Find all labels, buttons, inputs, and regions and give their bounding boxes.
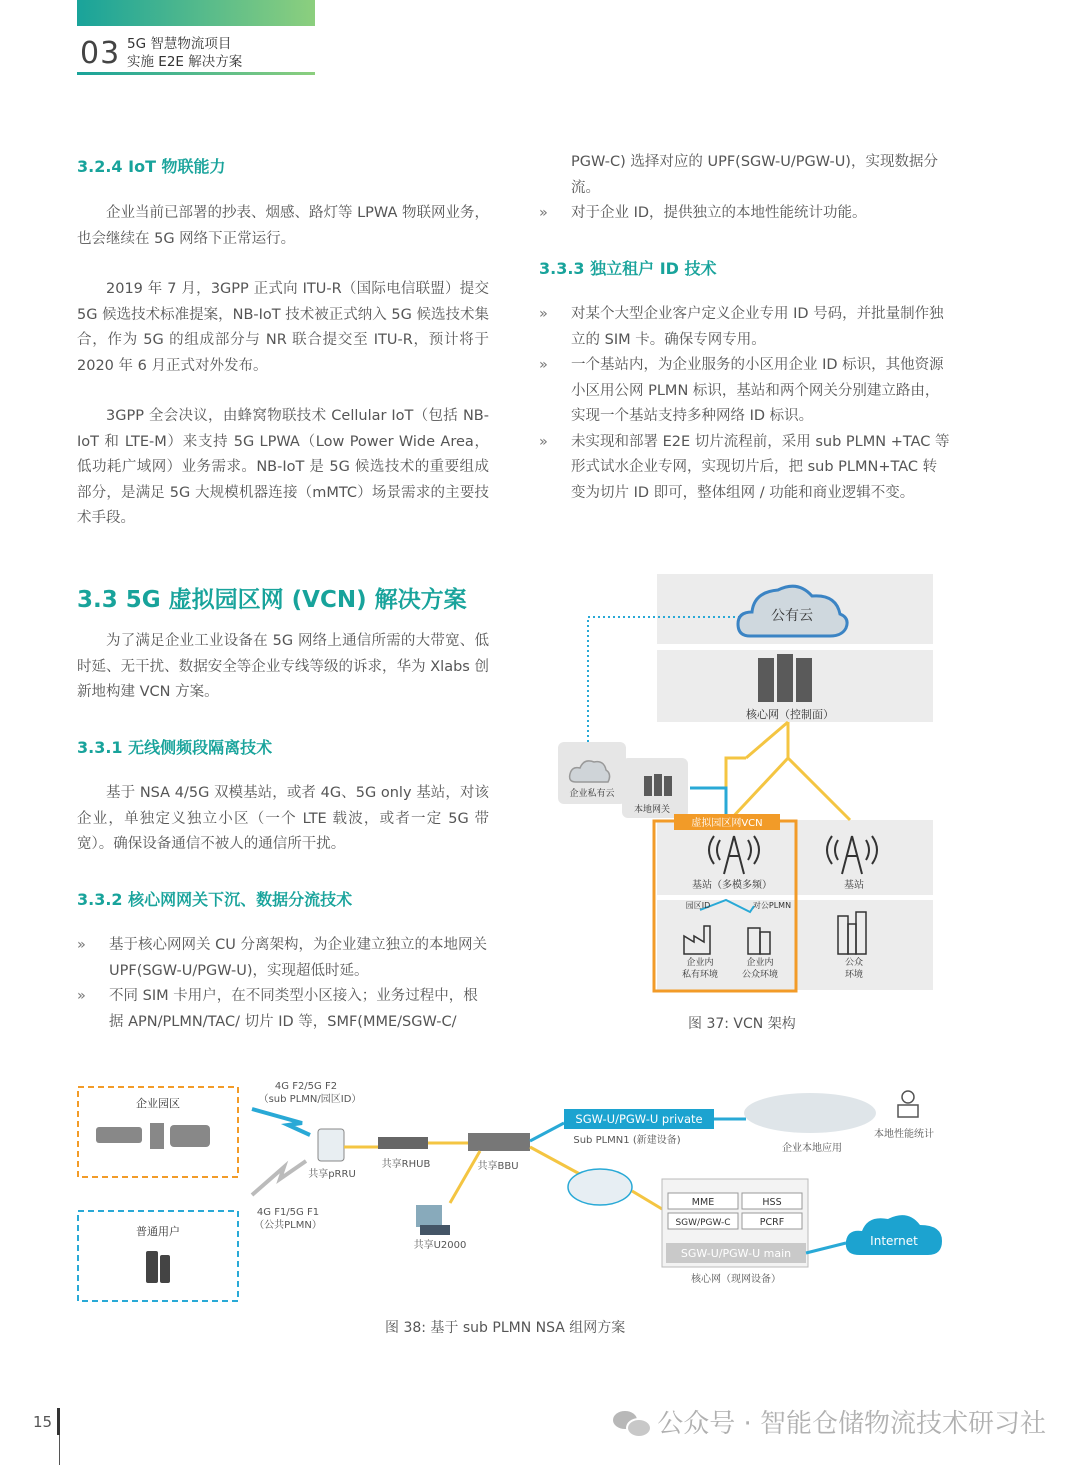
bullet-item: » 未实现和部署 E2E 切片流程前，采用 sub PLMN +TAC 等形式试水企业专网，实现切片后，把 sub PLMN+TAC 转变为切片 ID 即可，整体组网 / 功能和商业逻辑不变。 bbox=[539, 430, 951, 507]
link bbox=[530, 1123, 564, 1141]
local-gw-label: 本地网关 bbox=[633, 805, 671, 815]
bullet-list-continued bbox=[539, 150, 951, 227]
sgw-private-label: SGW-U/PGW-U private bbox=[575, 1112, 703, 1126]
normal-user-label: 普通用户 bbox=[136, 1225, 180, 1238]
link bbox=[730, 722, 788, 820]
figure-37-vcn-architecture bbox=[550, 570, 940, 1000]
section-3-3-3-title: 3.3.3 独立租户 ID 技术 bbox=[539, 259, 717, 278]
page-number: 15 bbox=[33, 1413, 53, 1431]
watermark bbox=[613, 1403, 1046, 1440]
bullet-item: » 对某个大型企业客户定义企业专用 ID 号码，并批量制作独立的 SIM 卡。确保专网专用。 bbox=[539, 302, 951, 353]
public-cloud-label: 公有云 bbox=[771, 608, 813, 624]
page-number-line bbox=[59, 1435, 60, 1465]
page-number-bar bbox=[57, 1408, 60, 1435]
sgw-main-label: SGW-U/PGW-U main bbox=[680, 1247, 792, 1260]
core-existing-label: 核心网（现网设备） bbox=[691, 1274, 781, 1285]
paragraph: 为了满足企业工业设备在 5G 网络上通信所需的大带宽、低时延、无干扰、数据安全等企业专线等级的诉求，华为 Xlabs 创新地构建 VCN 方案。 bbox=[77, 633, 489, 700]
vcn-label: 虚拟园区网VCN bbox=[691, 818, 763, 829]
section-3-3-2-title: 3.3.2 核心网网关下沉、数据分流技术 bbox=[77, 890, 353, 909]
bullet-item: » 一个基站内，为企业服务的小区用企业 ID 标识，其他资源小区用公网 PLMN 标识，基站和两个网关分别建立路由，实现一个基站支持多种网络 ID 标识。 bbox=[539, 353, 951, 430]
link bbox=[690, 788, 726, 818]
band2-label-1: 4G F1/5G F1 bbox=[256, 1207, 320, 1218]
u2000-label: 共享U2000 bbox=[413, 1240, 467, 1251]
watermark-text: 公众号 · 智能仓储物流技术研习社 bbox=[657, 1409, 1046, 1439]
figure-37-caption: 图 37: VCN 架构 bbox=[688, 1016, 796, 1032]
server-icon bbox=[416, 1205, 450, 1235]
ent-park-label: 企业园区 bbox=[136, 1097, 180, 1110]
ent-private-label-2: 私有环境 bbox=[681, 970, 719, 980]
phone-icon bbox=[146, 1251, 170, 1283]
bullet-item: » 基于核心网网关 CU 分离架构，为企业建立独立的本地网关 UPF(SGW-U/PGW-U)，实现超低时延。 bbox=[77, 933, 489, 984]
link bbox=[726, 758, 746, 820]
camera-icon bbox=[96, 1123, 210, 1149]
bs-multi-label: 基站（多模多频） bbox=[692, 880, 772, 891]
figure-38-sub-plmn-nsa bbox=[70, 1075, 950, 1310]
chapter-number: 03 bbox=[80, 36, 121, 71]
bullet-item: » 不同 SIM 卡用户，在不同类型小区接入；业务过程中，根据 APN/PLMN/TAC/ 切片 ID 等，SMF(MME/SGW-C/ bbox=[77, 984, 489, 1035]
band1-label-2: （sub PLMN/园区ID） bbox=[258, 1094, 362, 1105]
pub-env-label-2: 环境 bbox=[844, 970, 864, 980]
bullet-list bbox=[539, 302, 951, 506]
signal-icon bbox=[252, 1161, 306, 1195]
header-underline bbox=[77, 72, 315, 75]
server-icon bbox=[758, 654, 812, 702]
bs-label: 基站 bbox=[844, 880, 864, 891]
signal-icon bbox=[252, 1109, 310, 1135]
link bbox=[788, 758, 850, 820]
bullet-item-continued: PGW-C) 选择对应的 UPF(SGW-U/PGW-U)，实现数据分流。 bbox=[571, 154, 938, 196]
prru-icon bbox=[318, 1129, 344, 1161]
prru-label: 共享pRRU bbox=[308, 1169, 356, 1180]
link bbox=[450, 1151, 480, 1203]
hss-label: HSS bbox=[762, 1197, 782, 1208]
bbu-icon bbox=[468, 1133, 530, 1151]
public-plmn-label: 对公PLMN bbox=[752, 901, 792, 910]
pub-env-label-1: 公众 bbox=[844, 958, 864, 968]
paragraph: 企业当前已部署的抄表、烟感、路灯等 LPWA 物联网业务，也会继续在 5G 网络下正常运行。 bbox=[77, 205, 490, 247]
rhub-label: 共享RHUB bbox=[381, 1159, 431, 1170]
sgwc-label: SGW/PGW-C bbox=[675, 1218, 731, 1228]
ent-public-label-1: 企业内 bbox=[746, 958, 774, 968]
wechat-icon bbox=[613, 1409, 649, 1435]
paragraph: 2019 年 7 月，3GPP 正式向 ITU-R（国际电信联盟）提交 5G 候选技术标准提案，NB-IoT 技术被正式纳入 5G 候选技术集合，作为 5G 的组成部分与 NR 联合提交至 ITU-R，预计将于 2020 年 6 月正式对外发布。 bbox=[77, 281, 489, 374]
link bbox=[632, 1191, 662, 1209]
section-3-2-4-title: 3.2.4 IoT 物联能力 bbox=[77, 157, 226, 176]
figure-38-caption: 图 38: 基于 sub PLMN NSA 组网方案 bbox=[385, 1320, 626, 1336]
local-app-cloud bbox=[744, 1093, 876, 1133]
sub-plmn1-label: Sub PLMN1 (新建设备) bbox=[573, 1135, 681, 1146]
server-icon bbox=[644, 774, 672, 796]
park-id-label: 园区ID bbox=[685, 901, 711, 910]
paragraph: 基于 NSA 4/5G 双模基站，或者 4G、5G only 基站，对该企业，单独定义独立小区（一个 LTE 载波，或者一定 5G 带宽）。确保设备通信不被人的通信所干扰。 bbox=[77, 785, 489, 852]
ent-private-label-1: 企业内 bbox=[686, 958, 714, 968]
header-accent-bar bbox=[77, 0, 315, 26]
core-net-label: 核心网（控制面） bbox=[746, 708, 834, 721]
perf-stats-label: 本地性能统计 bbox=[874, 1129, 934, 1140]
bullet-item: » 对于企业 ID，提供独立的本地性能统计功能。 bbox=[539, 201, 951, 227]
private-cloud-label: 企业私有云 bbox=[569, 789, 615, 799]
chapter-title-line1: 5G 智慧物流项目 bbox=[127, 36, 232, 52]
band2-label-2: （公共PLMN） bbox=[254, 1220, 322, 1231]
section-3-3-1-title: 3.3.1 无线侧频段隔离技术 bbox=[77, 738, 273, 757]
internet-label: Internet bbox=[870, 1234, 918, 1248]
paragraph: 3GPP 全会决议，由蜂窝物联技术 Cellular IoT（包括 NB-IoT 和 LTE-M）来支持 5G LPWA（Low Power Wide Area，低功耗广域网）业务需求。NB-IoT 是 5G 候选技术的重要组成部分，是满足 5G 大规模机器连接（mMTC）场景需求的主要技术手段。 bbox=[77, 408, 489, 526]
chapter-title bbox=[127, 35, 242, 71]
link bbox=[806, 1243, 846, 1253]
bullet-list bbox=[77, 933, 489, 1035]
pcrf-label: PCRF bbox=[759, 1217, 785, 1228]
rhub-icon bbox=[378, 1137, 428, 1149]
bbu-label: 共享BBU bbox=[477, 1161, 519, 1172]
local-app-label: 企业本地应用 bbox=[782, 1143, 842, 1154]
band1-label-1: 4G F2/5G F2 bbox=[274, 1081, 338, 1092]
ent-public-label-2: 公众环境 bbox=[741, 970, 779, 980]
link bbox=[746, 722, 788, 758]
section-3-3-title: 3.3 5G 虚拟园区网 (VCN) 解决方案 bbox=[77, 587, 467, 613]
chapter-title-line2: 实施 E2E 解决方案 bbox=[127, 54, 243, 70]
mme-label: MME bbox=[691, 1197, 715, 1208]
network-cloud-icon bbox=[568, 1169, 632, 1205]
stats-icon bbox=[898, 1091, 918, 1117]
